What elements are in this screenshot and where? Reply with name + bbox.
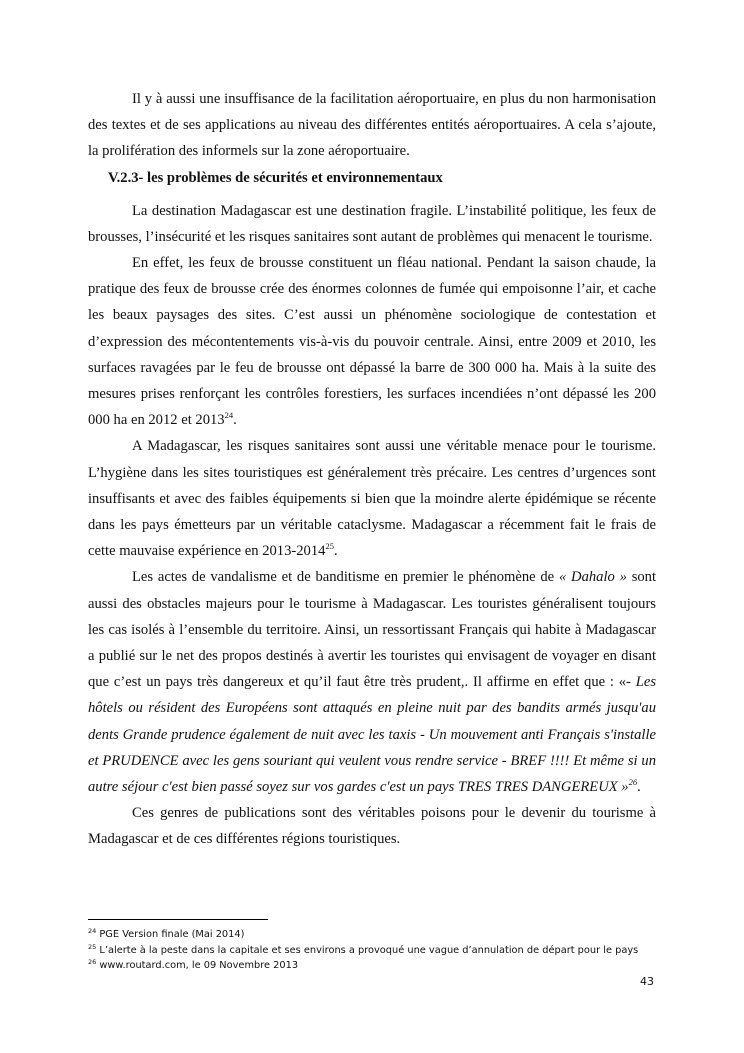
paragraph: La destination Madagascar est une destination fragile. L’instabilité politique, les feux de brousses, l’insécurité et les risques sanitaires sont autant de problèmes qui menacent le tourisme. bbox=[88, 202, 656, 245]
quotation: Les hôtels ou résident des Européens sont attaqués en pleine nuit par des bandits armés jusqu'au dents Grande prudence également de nuit avec les taxis - Un mouvement anti Français s'installe et PRUDENCE avec les gens souriant qui veulent vous rendre service - BREF !!!! Et même si un autre séjour c'est bien passé soyez sur vos gardes c'est un pays TRES TRES DANGEREUX » bbox=[88, 674, 656, 796]
paragraph-text: Les actes de vandalisme et de banditisme en premier le phénomène de bbox=[132, 569, 559, 586]
footnote-number: 25 bbox=[88, 942, 97, 951]
page-body bbox=[88, 86, 656, 853]
footnote-text: L’alerte à la peste dans la capitale et ses environs a provoqué une vague d’annulation de départ pour le pays bbox=[96, 944, 639, 956]
paragraph-text: sont aussi des obstacles majeurs pour le tourisme à Madagascar. Les touristes généralisent toujours les cas isolés à l’ensemble du territoire. Ainsi, un ressortissant Français qui habite à Madagascar a publié sur le net des propos destinés à avertir les touristes qui envisagent de voyager en disant que c’est un pays très dangereux et qu’il faut être très prudent,. Il affirme en effet que : «- bbox=[88, 569, 657, 691]
page-number: 43 bbox=[640, 975, 654, 988]
footnote-text: www.routard.com, le 09 Novembre 2013 bbox=[96, 960, 299, 971]
dahalo-term: « Dahalo » bbox=[558, 569, 627, 586]
footnote-number: 24 bbox=[88, 927, 97, 935]
footnote-text: PGE Version finale (Mai 2014) bbox=[96, 929, 245, 940]
paragraph bbox=[88, 564, 656, 800]
footnote-ref[interactable]: 26 bbox=[628, 777, 638, 788]
paragraph-end: . bbox=[637, 779, 641, 796]
paragraph bbox=[88, 433, 656, 564]
footnote bbox=[88, 927, 658, 943]
footnote bbox=[88, 958, 658, 974]
paragraph-end: . bbox=[233, 412, 237, 429]
section-heading: V.2.3- les problèmes de sécurités et environnementaux bbox=[108, 169, 443, 186]
paragraph: Ces genres de publications sont des véritables poisons pour le devenir du tourisme à Madagascar et de ces différentes régions touristiques. bbox=[88, 805, 656, 848]
paragraph bbox=[88, 250, 656, 433]
paragraph-text: A Madagascar, les risques sanitaires sont aussi une véritable menace pour le tourisme. L’hygiène dans les sites touristiques est généralement très précaire. Les centres d’urgences sont insuffisants et avec des faibles équipements si bien que la moindre alerte épidémique se récente dans les pays émetteurs par un véritable cataclysme. Madagascar a récemment fait le frais de cette mauvaise expérience en 2013-2014 bbox=[88, 438, 656, 560]
footnotes bbox=[88, 927, 658, 974]
footnote-ref[interactable]: 25 bbox=[325, 541, 334, 552]
footnote-number: 26 bbox=[88, 958, 97, 966]
paragraph: Il y à aussi une insuffisance de la facilitation aéroportuaire, en plus du non harmonisation des textes et de ses applications au niveau des différentes entités aéroportuaires. A cela s’ajoute, la prolifération des informels sur la zone aéroportuaire. bbox=[88, 91, 656, 160]
paragraph-end: . bbox=[333, 543, 338, 560]
footnote-ref[interactable]: 24 bbox=[224, 410, 234, 421]
paragraph-text: En effet, les feux de brousse constituent un fléau national. Pendant la saison chaude, la pratique des feux de brousse crée des énormes colonnes de fumée qui empoisonne l’air, et cache les beaux paysages des sites. C’est aussi un phénomène sociologique de contestation et d’expression des mécontentements vis-à-vis du pouvoir centrale. Ainsi, entre 2009 et 2010, les surfaces ravagées par le feu de brousse ont dépassé la barre de 300 000 ha. Mais à la suite des mesures prises renforçant les contrôles forestiers, les surfaces incendiées n’ont dépassé les 200 000 ha en 2012 et 2013 bbox=[88, 255, 656, 429]
footnote-divider bbox=[88, 919, 268, 920]
footnote bbox=[88, 943, 658, 959]
